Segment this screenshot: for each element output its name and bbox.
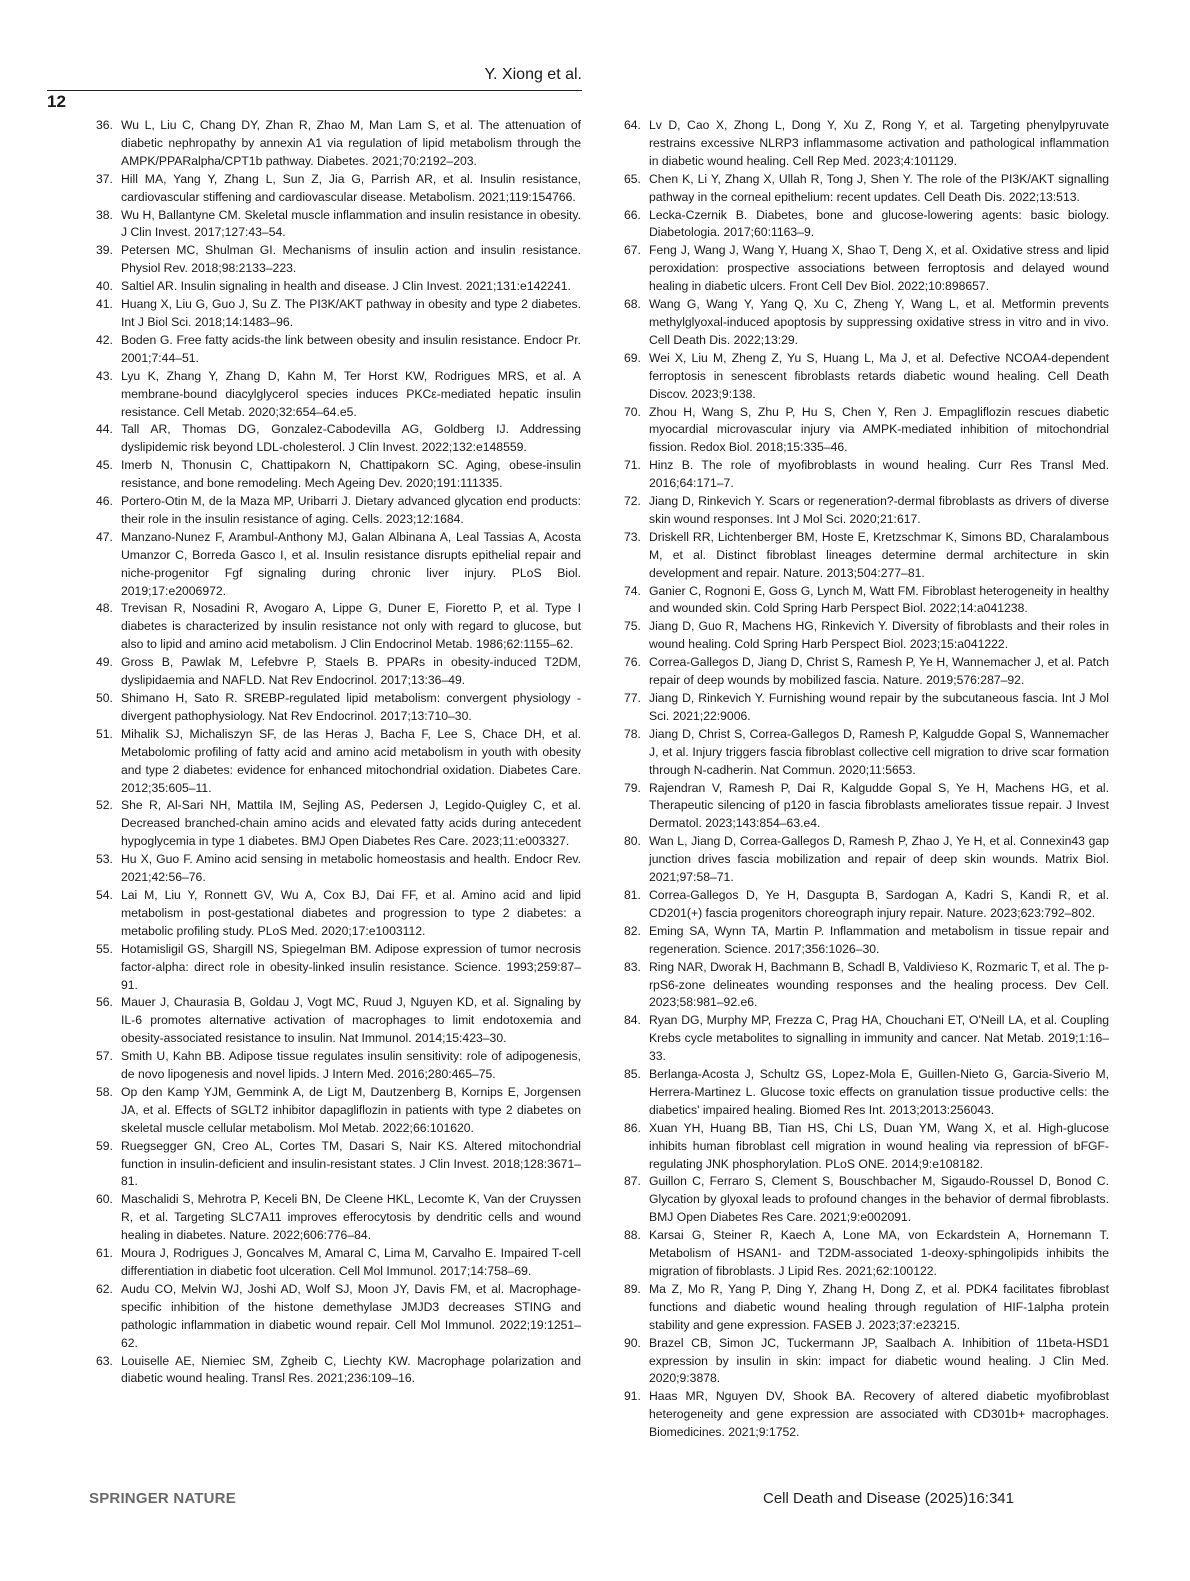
reference-text: Louiselle AE, Niemiec SM, Zgheib C, Liechty KW. Macrophage polarization and diabetic wound healing. Transl Res. 2021;236:109–16. — [121, 1353, 581, 1386]
reference-item — [96, 690, 581, 726]
reference-number: 38. — [96, 207, 113, 222]
reference-number: 46. — [96, 494, 113, 509]
reference-text: Karsai G, Steiner R, Kaech A, Lone MA, von Eckardstein A, Hornemann T. Metabolism of HSAN1- and T2DM-associated 1-deoxy-sphingolipids inhibits the migration of fibroblasts. J Lipid Res. 2021;62:100122. — [649, 1228, 1109, 1278]
reference-number: 70. — [624, 404, 641, 419]
reference-number: 89. — [624, 1281, 641, 1296]
reference-item — [96, 529, 581, 601]
reference-text: Imerb N, Thonusin C, Chattipakorn N, Chattipakorn SC. Aging, obese-insulin resistance, and bone remodeling. Mech Ageing Dev. 2020;191:111335. — [121, 458, 581, 491]
reference-number: 88. — [624, 1228, 641, 1243]
reference-number: 53. — [96, 852, 113, 867]
reference-item — [624, 242, 1109, 296]
reference-text: Trevisan R, Nosadini R, Avogaro A, Lippe G, Duner E, Fioretto P, et al. Type I diabetes is characterized by insulin resistance not only with regard to glucose, but also to lipid and amino acid metabolism. J Clin Endocrinol Metab. 1986;62:1155–62. — [121, 601, 581, 652]
reference-number: 80. — [624, 834, 641, 849]
reference-text: Jiang D, Christ S, Correa-Gallegos D, Ramesh P, Kalgudde Gopal S, Wannemacher J, et al. Injury triggers fascia fibroblast collective cell migration to drive scar formation through N-cadherin. Nat Commun. 2020;11:5653. — [649, 726, 1109, 777]
reference-text: Petersen MC, Shulman GI. Mechanisms of insulin action and insulin resistance. Physiol Rev. 2018;98:2133–223. — [121, 243, 581, 276]
reference-item — [624, 1120, 1109, 1174]
reference-item — [624, 404, 1109, 458]
reference-text: Boden G. Free fatty acids-the link between obesity and insulin resistance. Endocr Pr. 2001;7:44–51. — [121, 332, 581, 365]
reference-text: Tall AR, Thomas DG, Gonzalez-Cabodevilla AG, Goldberg IJ. Addressing dyslipidemic risk beyond LDL-cholesterol. J Clin Invest. 2022;132:e148559. — [121, 422, 581, 455]
reference-text: Correa-Gallegos D, Jiang D, Christ S, Ramesh P, Ye H, Wannemacher J, et al. Patch repair of deep wounds by mobilized fascia. Nature. 2019;576:287–92. — [649, 655, 1109, 688]
reference-item — [96, 887, 581, 941]
reference-item — [96, 1353, 581, 1389]
reference-item — [624, 923, 1109, 959]
reference-text: Hill MA, Yang Y, Zhang L, Sun Z, Jia G, Parrish AR, et al. Insulin resistance, cardiovascular stiffening and cardiovascular disease. Metabolism. 2021;119:154766. — [121, 171, 581, 204]
reference-item — [624, 583, 1109, 619]
reference-item — [96, 726, 581, 798]
reference-text: Portero-Otin M, de la Maza MP, Uribarri J. Dietary advanced glycation end products: their role in the insulin resistance of aging. Cells. 2023;12:1684. — [121, 494, 581, 526]
reference-text: Ganier C, Rognoni E, Goss G, Lynch M, Watt FM. Fibroblast heterogeneity in healthy and wounded skin. Cold Spring Harb Perspect Biol. 2022;14:a041238. — [649, 583, 1109, 616]
reference-text: Ryan DG, Murphy MP, Frezza C, Prag HA, Chouchani ET, O'Neill LA, et al. Coupling Krebs cycle metabolites to signalling in immunity and cancer. Nat Metab. 2019;1:16–33. — [649, 1013, 1109, 1064]
reference-list-right — [624, 117, 1109, 1442]
reference-text: Guillon C, Ferraro S, Clement S, Bouschbacher M, Sigaudo-Roussel D, Bonod C. Glycation by glyoxal leads to profound changes in the behavior of dermal fibroblasts. BMJ Open Diabetes Res Care. 2021;9:e002091. — [649, 1174, 1109, 1225]
reference-number: 36. — [96, 118, 113, 132]
reference-item — [624, 171, 1109, 207]
reference-item — [624, 1066, 1109, 1120]
reference-number: 48. — [96, 601, 113, 616]
reference-number: 54. — [96, 887, 113, 902]
reference-item — [624, 1012, 1109, 1066]
reference-item — [96, 332, 581, 368]
reference-number: 68. — [624, 297, 641, 312]
reference-number: 64. — [624, 118, 641, 132]
reference-item — [624, 493, 1109, 529]
reference-number: 71. — [624, 458, 641, 473]
reference-text: Saltiel AR. Insulin signaling in health and disease. J Clin Invest. 2021;131:e142241. — [121, 279, 571, 294]
reference-item — [96, 457, 581, 493]
reference-number: 47. — [96, 529, 113, 544]
reference-text: Hinz B. The role of myofibroblasts in wound healing. Curr Res Transl Med. 2016;64:171–7. — [649, 458, 1109, 491]
reference-number: 41. — [96, 297, 113, 312]
reference-item — [96, 117, 581, 171]
reference-text: Correa-Gallegos D, Ye H, Dasgupta B, Sardogan A, Kadri S, Kandi R, et al. CD201(+) fascia progenitors choreograph injury repair. Nature. 2023;623:792–802. — [649, 887, 1109, 920]
reference-text: Ring NAR, Dworak H, Bachmann B, Schadl B, Valdivieso K, Rozmaric T, et al. The p-rpS6-zone delineates wounding responses and the healing process. Dev Cell. 2023;58:981–92.e6. — [649, 959, 1109, 1010]
reference-number: 60. — [96, 1192, 113, 1207]
reference-text: Op den Kamp YJM, Gemmink A, de Ligt M, Dautzenberg B, Kornips E, Jorgensen JA, et al. Effects of SGLT2 inhibitor dapagliflozin in patients with type 2 diabetes on skeletal muscle cellular metabolism. Mol Metab. 2022;66:101620. — [121, 1084, 581, 1135]
reference-item — [624, 117, 1109, 171]
reference-item — [96, 1084, 581, 1138]
reference-number: 51. — [96, 726, 113, 741]
reference-item — [624, 959, 1109, 1013]
reference-item — [624, 780, 1109, 834]
reference-list-left — [96, 117, 581, 1388]
reference-text: Jiang D, Guo R, Machens HG, Rinkevich Y. Diversity of fibroblasts and their roles in wound healing. Cold Spring Harb Perspect Biol. 2023;15:a041222. — [649, 619, 1109, 652]
reference-item — [624, 726, 1109, 780]
reference-text: Lv D, Cao X, Zhong L, Dong Y, Xu Z, Rong Y, et al. Targeting phenylpyruvate restrains excessive NLRP3 inflammasome activation and pathological inflammation in diabetic wound healing. Cell Rep Med. 2023;4:101129. — [649, 118, 1109, 168]
reference-number: 82. — [624, 923, 641, 938]
reference-number: 50. — [96, 691, 113, 705]
reference-item — [624, 1227, 1109, 1281]
reference-number: 69. — [624, 350, 641, 365]
reference-text: Chen K, Li Y, Zhang X, Ullah R, Tong J, Shen Y. The role of the PI3K/AKT signalling pathway in the corneal epithelium: recent updates. Cell Death Dis. 2022;13:513. — [649, 171, 1109, 204]
reference-item — [624, 296, 1109, 350]
reference-item — [624, 457, 1109, 493]
reference-text: Wei X, Liu M, Zheng Z, Yu S, Huang L, Ma J, et al. Defective NCOA4-dependent ferroptosis in senescent fibroblasts retards diabetic wound healing. Cell Death Discov. 2023;9:138. — [649, 350, 1109, 401]
reference-text: Mauer J, Chaurasia B, Goldau J, Vogt MC, Ruud J, Nguyen KD, et al. Signaling by IL-6 promotes alternative activation of macrophages to limit endotoxemia and obesity-associated resistance to insulin. Nat Immunol. 2014;15:423–30. — [121, 995, 581, 1046]
reference-number: 45. — [96, 458, 113, 473]
reference-item — [624, 1335, 1109, 1389]
reference-number: 63. — [96, 1353, 113, 1368]
reference-text: Rajendran V, Ramesh P, Dai R, Kalgudde Gopal S, Ye H, Machens HG, et al. Therapeutic silencing of p120 in fascia fibroblasts ameliorates tissue repair. J Invest Dermatol. 2023;143:854–63.e4. — [649, 780, 1109, 831]
reference-number: 85. — [624, 1067, 641, 1082]
reference-number: 52. — [96, 798, 113, 813]
reference-text: Lai M, Liu Y, Ronnett GV, Wu A, Cox BJ, Dai FF, et al. Amino acid and lipid metabolism in post-gestational diabetes and progression to type 2 diabetes: a metabolic profiling study. PLoS Med. 2020;17:e1003112. — [121, 887, 581, 938]
reference-item — [624, 1173, 1109, 1227]
reference-number: 76. — [624, 655, 641, 670]
reference-text: Gross B, Pawlak M, Lefebvre P, Staels B. PPARs in obesity-induced T2DM, dyslipidaemia and NAFLD. Nat Rev Endocrinol. 2017;13:36–49. — [121, 655, 581, 688]
reference-text: Lecka-Czernik B. Diabetes, bone and glucose-lowering agents: basic biology. Diabetologia. 2017;60:1163–9. — [649, 207, 1109, 240]
reference-text: Manzano-Nunez F, Arambul-Anthony MJ, Galan Albinana A, Leal Tassias A, Acosta Umanzor C, Borreda Gasco I, et al. Insulin resistance disrupts epithelial repair and niche-progenitor Fgf signaling during chronic liver injury. PLoS Biol. 2019;17:e2006972. — [121, 529, 581, 598]
reference-item — [624, 1388, 1109, 1442]
reference-item — [96, 797, 581, 851]
reference-text: Wang G, Wang Y, Yang Q, Xu C, Zheng Y, Wang L, et al. Metformin prevents methylglyoxal-induced apoptosis by suppressing oxidative stress in vitro and in vivo. Cell Death Dis. 2022;13:29. — [649, 297, 1109, 347]
reference-text: Moura J, Rodrigues J, Goncalves M, Amaral C, Lima M, Carvalho E. Impaired T-cell differentiation in diabetic foot ulceration. Cell Mol Immunol. 2017;14:758–69. — [121, 1246, 581, 1278]
page-number: 12 — [47, 92, 66, 111]
reference-text: Huang X, Liu G, Guo J, Su Z. The PI3K/AKT pathway in obesity and type 2 diabetes. Int J Biol Sci. 2018;14:1483–96. — [121, 297, 581, 329]
reference-text: Wan L, Jiang D, Correa-Gallegos D, Ramesh P, Zhao J, Ye H, et al. Connexin43 gap junction drives fascia mobilization and repair of deep skin wounds. Matrix Biol. 2021;97:58–71. — [649, 834, 1109, 885]
reference-number: 42. — [96, 332, 113, 347]
reference-item — [624, 618, 1109, 654]
reference-number: 61. — [96, 1246, 113, 1261]
reference-text: Berlanga-Acosta J, Schultz GS, Lopez-Mola E, Guillen-Nieto G, Garcia-Siverio M, Herrera-Martinez L. Glucose toxic effects on granulation tissue productive cells: the diabetics' impaired healing. Biomed Res Int. 2013;2013:256043. — [649, 1067, 1109, 1117]
reference-number: 87. — [624, 1174, 641, 1189]
reference-number: 83. — [624, 959, 641, 974]
reference-item — [96, 171, 581, 207]
reference-number: 57. — [96, 1049, 113, 1064]
reference-item — [624, 654, 1109, 690]
reference-text: Brazel CB, Simon JC, Tuckermann JP, Saalbach A. Inhibition of 11beta-HSD1 expression by insulin in skin: impact for diabetic wound healing. J Clin Med. 2020;9:3878. — [649, 1335, 1109, 1386]
reference-text: Eming SA, Wynn TA, Martin P. Inflammation and metabolism in tissue repair and regeneration. Science. 2017;356:1026–30. — [649, 923, 1109, 956]
reference-number: 78. — [624, 726, 641, 741]
reference-text: Zhou H, Wang S, Zhu P, Hu S, Chen Y, Ren J. Empagliflozin rescues diabetic myocardial microvascular injury via AMPK-mediated inhibition of mitochondrial fission. Redox Biol. 2018;15:335–46. — [649, 404, 1109, 455]
reference-item — [96, 493, 581, 529]
reference-number: 56. — [96, 995, 113, 1010]
reference-number: 77. — [624, 691, 641, 705]
reference-text: Driskell RR, Lichtenberger BM, Hoste E, Kretzschmar K, Simons BD, Charalambous M, et al. Distinct fibroblast lineages determine dermal architecture in skin development and repair. Nature. 2013;504:277–81. — [649, 529, 1109, 580]
reference-text: Xuan YH, Huang BB, Tian HS, Chi LS, Duan YM, Wang X, et al. High-glucose inhibits human fibroblast cell migration in wound healing via repression of bFGF-regulating JNK phosphorylation. PLoS ONE. 2014;9:e108182. — [649, 1120, 1109, 1171]
reference-number: 37. — [96, 171, 113, 186]
reference-number: 75. — [624, 619, 641, 634]
reference-item — [624, 350, 1109, 404]
reference-text: Mihalik SJ, Michaliszyn SF, de las Heras J, Bacha F, Lee S, Chace DH, et al. Metabolomic profiling of fatty acid and amino acid metabolism in youth with obesity and type 2 diabetes: evidence for enhanced mitochondrial oxidation. Diabetes Care. 2012;35:605–11. — [121, 726, 581, 795]
reference-number: 44. — [96, 422, 113, 437]
reference-number: 72. — [624, 494, 641, 509]
reference-number: 58. — [96, 1084, 113, 1099]
reference-item — [624, 1281, 1109, 1335]
reference-number: 59. — [96, 1138, 113, 1153]
reference-number: 91. — [624, 1389, 641, 1404]
reference-number: 73. — [624, 529, 641, 544]
reference-item — [96, 1048, 581, 1084]
reference-number: 86. — [624, 1120, 641, 1135]
reference-text: Hotamisligil GS, Shargill NS, Spiegelman BM. Adipose expression of tumor necrosis factor-alpha: direct role in obesity-linked insulin resistance. Science. 1993;259:87–91. — [121, 941, 581, 992]
reference-text: Lyu K, Zhang Y, Zhang D, Kahn M, Ter Horst KW, Rodrigues MRS, et al. A membrane-bound diacylglycerol species induces PKCε-mediated hepatic insulin resistance. Cell Metab. 2020;32:654–64.e5. — [121, 368, 581, 419]
reference-item — [96, 851, 581, 887]
reference-item — [624, 529, 1109, 583]
reference-text: Jiang D, Rinkevich Y. Furnishing wound repair by the subcutaneous fascia. Int J Mol Sci. 2021;22:9006. — [649, 691, 1109, 723]
reference-text: Ruegsegger GN, Creo AL, Cortes TM, Dasari S, Nair KS. Altered mitochondrial function in insulin-deficient and insulin-resistant states. J Clin Invest. 2018;128:3671–81. — [121, 1138, 581, 1189]
reference-item — [624, 887, 1109, 923]
reference-item — [96, 994, 581, 1048]
reference-item — [96, 1191, 581, 1245]
reference-text: Haas MR, Nguyen DV, Shook BA. Recovery of altered diabetic myofibroblast heterogeneity and gene expression are associated with CD301b+ macrophages. Biomedicines. 2021;9:1752. — [649, 1389, 1109, 1440]
reference-item — [96, 941, 581, 995]
reference-item — [96, 1281, 581, 1353]
reference-item — [96, 1138, 581, 1192]
reference-item — [96, 368, 581, 422]
reference-text: Ma Z, Mo R, Yang P, Ding Y, Zhang H, Dong Z, et al. PDK4 facilitates fibroblast functions and diabetic wound healing through regulation of HIF-1alpha protein stability and gene expression. FASEB J. 2023;37:e23215. — [649, 1281, 1109, 1332]
reference-item — [624, 833, 1109, 887]
reference-item — [96, 1245, 581, 1281]
reference-number: 66. — [624, 207, 641, 222]
reference-number: 79. — [624, 780, 641, 795]
publisher-logo: SPRINGER NATURE — [89, 1490, 236, 1507]
reference-text: Feng J, Wang J, Wang Y, Huang X, Shao T, Deng X, et al. Oxidative stress and lipid peroxidation: prospective associations between ferroptosis and delayed wound healing in diabetic ulcers. Front Cell Dev Biol. 2022;10:898657. — [649, 243, 1109, 294]
reference-item — [96, 600, 581, 654]
reference-text: She R, Al-Sari NH, Mattila IM, Sejling AS, Pedersen J, Legido-Quigley C, et al. Decreased branched-chain amino acids and elevated fatty acids during antecedent hypoglycemia in type 1 diabetes. BMJ Open Diabetes Res Care. 2023;11:e003327. — [121, 798, 581, 849]
reference-text: Wu H, Ballantyne CM. Skeletal muscle inflammation and insulin resistance in obesity. J Clin Invest. 2017;127:43–54. — [121, 207, 581, 240]
reference-number: 84. — [624, 1013, 641, 1028]
reference-item — [96, 296, 581, 332]
reference-text: Jiang D, Rinkevich Y. Scars or regeneration?-dermal fibroblasts as drivers of diverse skin wound responses. Int J Mol Sci. 2020;21:617. — [649, 494, 1109, 526]
reference-text: Wu L, Liu C, Chang DY, Zhan R, Zhao M, Man Lam S, et al. The attenuation of diabetic nephropathy by annexin A1 via regulation of lipid metabolism through the AMPK/PPARalpha/CPT1b pathway. Diabetes. 2021;70:2192–203. — [121, 118, 581, 168]
reference-number: 49. — [96, 655, 113, 670]
reference-number: 65. — [624, 171, 641, 186]
reference-text: Shimano H, Sato R. SREBP-regulated lipid metabolism: convergent physiology - divergent pathophysiology. Nat Rev Endocrinol. 2017;13:710–30. — [121, 691, 581, 723]
reference-text: Hu X, Guo F. Amino acid sensing in metabolic homeostasis and health. Endocr Rev. 2021;42:56–76. — [121, 852, 581, 885]
reference-text: Audu CO, Melvin WJ, Joshi AD, Wolf SJ, Moon JY, Davis FM, et al. Macrophage-specific inhibition of the histone demethylase JMJD3 decreases STING and pathologic inflammation in diabetic wound repair. Cell Mol Immunol. 2022;19:1251–62. — [121, 1281, 581, 1350]
reference-number: 81. — [624, 887, 641, 902]
reference-number: 40. — [96, 279, 113, 294]
reference-item — [96, 654, 581, 690]
reference-text: Smith U, Kahn BB. Adipose tissue regulates insulin sensitivity: role of adipogenesis, de novo lipogenesis and novel lipids. J Intern Med. 2016;280:465–75. — [121, 1049, 581, 1082]
journal-citation: Cell Death and Disease (2025)16:341 — [763, 1490, 1014, 1507]
reference-number: 90. — [624, 1335, 641, 1350]
reference-number: 43. — [96, 368, 113, 383]
header-rule — [47, 90, 582, 91]
reference-number: 67. — [624, 243, 641, 258]
reference-item — [624, 690, 1109, 726]
reference-number: 74. — [624, 583, 641, 598]
reference-item — [624, 207, 1109, 243]
reference-item — [96, 207, 581, 243]
reference-number: 62. — [96, 1281, 113, 1296]
reference-item — [96, 278, 581, 296]
reference-item — [96, 242, 581, 278]
running-head-authors: Y. Xiong et al. — [484, 66, 582, 83]
reference-number: 39. — [96, 243, 113, 258]
reference-item — [96, 421, 581, 457]
reference-text: Maschalidi S, Mehrotra P, Keceli BN, De Cleene HKL, Lecomte K, Van der Cruyssen R, et al. Targeting SLC7A11 improves efferocytosis by dendritic cells and wound healing in diabetes. Nature. 2022;606:776–84. — [121, 1192, 581, 1243]
reference-number: 55. — [96, 941, 113, 956]
